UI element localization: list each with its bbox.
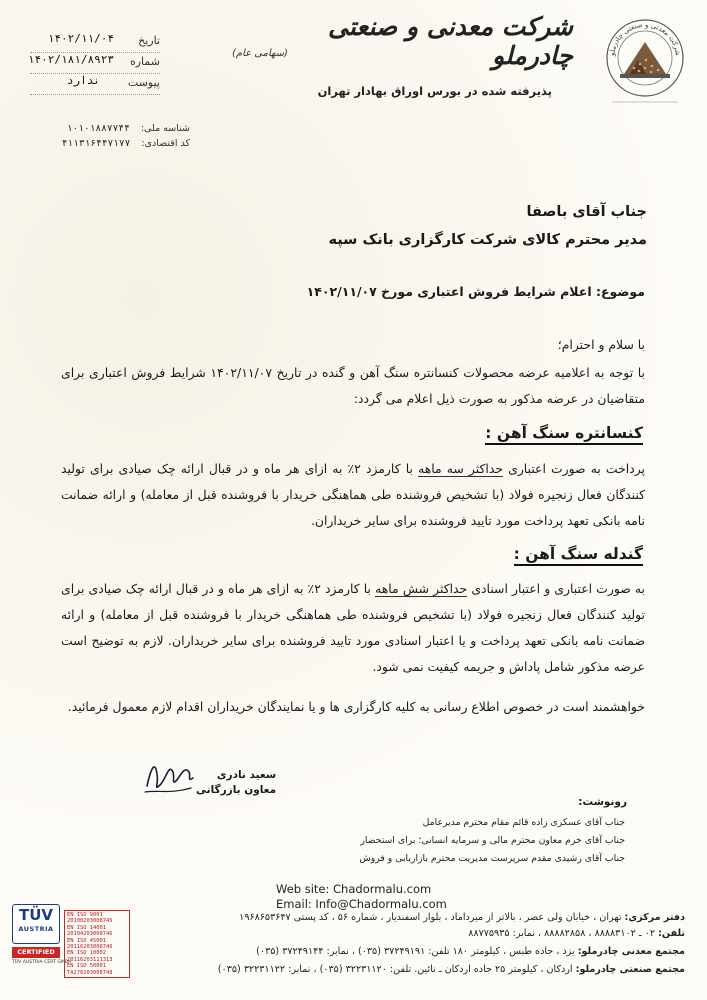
website-link[interactable]: Web site: Chadormalu.com bbox=[276, 882, 432, 896]
cert-item: EN ISO 9001 bbox=[67, 912, 103, 918]
cert-item: TA270203008748 bbox=[67, 969, 113, 976]
footer-phone-label: تلفن: bbox=[658, 928, 685, 939]
footer-head-office-text: تهران ، خیابان ولی عصر ، بالاتر از میرداماد ، بلوار اسفندیار ، شماره ۵۶ ، کد پستی ۱۹۶۸۶۵۳۶۴۷ bbox=[239, 912, 622, 923]
section-concentrate-text-a: پرداخت به صورت اعتباری bbox=[508, 461, 645, 476]
section-pellet-text-a: به صورت اعتباری و اعتبار اسنادی bbox=[471, 581, 645, 596]
cert-item: EN ISO 10002 bbox=[67, 950, 106, 957]
footer-industrial-complex-label: مجتمع صنعتی چادرملو: bbox=[575, 964, 685, 975]
tuv-certification-badge bbox=[12, 904, 72, 984]
footer-industrial-complex-text: اردکان ، کیلومتر ۲۵ جاده اردکان ـ نائین. تلفن: ۳۲۲۳۱۱۲۰ (۰۳۵) ، نمابر: ۳۲۲۳۱۱۲۲ (۰۳۵) bbox=[217, 964, 573, 975]
tuv-issuer: TÜV AUSTRIA CERT GMBH bbox=[12, 960, 72, 965]
closing-paragraph: خواهشمند است در خصوص اطلاع رسانی به کلیه کارگزاری ها و یا نمایندگان خریداران اقدام لازم معمول فرمائید. bbox=[67, 699, 645, 714]
attachment-value: ندارد bbox=[66, 74, 100, 87]
national-id-row bbox=[20, 116, 190, 134]
section-pellet-term: حداکثر شش ماهه bbox=[375, 581, 468, 596]
economic-code-row bbox=[20, 131, 190, 149]
signer-title: معاون بازرگانی bbox=[196, 784, 277, 796]
company-type: (سهامی عام) bbox=[232, 48, 288, 59]
tuv-country: AUSTRIA bbox=[18, 925, 54, 933]
cert-item: 20116203111313 bbox=[67, 956, 113, 963]
footer-head-office-label: دفتر مرکزی: bbox=[624, 912, 685, 923]
economic-code-value: ۴۱۱۳۱۶۴۴۷۱۷۷ bbox=[61, 138, 131, 149]
section-concentrate-text-b: با کارمزد ۲٪ به ازای هر ماه و در قبال ارائه چک صیادی برای تولید کنندگان فعال زنجیره فولاد (با تشخیص فروشنده طی هماهنگی خریدار با فروشنده قبل از معامله) و ارائه ضمانت نامه بانکی تعهد پرداخت مورد تایید فروشنده برای سایر خریداران. bbox=[61, 461, 645, 528]
company-name: شرکت معدنی و صنعتی چادرملو bbox=[328, 12, 573, 70]
letter-subject: موضوع: اعلام شرایط فروش اعتباری مورخ ۱۴۰۲/۱۱/۰۷ bbox=[306, 284, 645, 299]
tuv-logo bbox=[12, 904, 60, 944]
section-pellet-title: گندله سنگ آهن : bbox=[514, 545, 643, 566]
signature-scribble bbox=[141, 750, 197, 798]
listed-note: پذیرفته شده در بورس اوراق بهادار تهران bbox=[317, 84, 552, 98]
date-row bbox=[30, 32, 160, 53]
date-value: ۱۴۰۲/۱۱/۰۴ bbox=[47, 32, 114, 45]
letter-meta bbox=[27, 32, 160, 95]
footer-contacts bbox=[276, 882, 447, 912]
national-id-label: شناسه ملی: bbox=[140, 123, 190, 134]
svg-text:شرکت معدنی و صنعتی چادرملو: شرکت معدنی و صنعتی چادرملو bbox=[608, 20, 682, 57]
cert-item: 20104203008746 bbox=[67, 931, 113, 938]
intro-paragraph: با توجه به اعلامیه عرضه محصولات کنسانتره سنگ آهن و گنده در تاریخ ۱۴۰۲/۱۱/۰۷ شرایط فروش اعتباری برای متقاضیان در عرضه مذکور به صورت ذیل اعلام می گردد: bbox=[61, 365, 645, 406]
attachment-row bbox=[30, 74, 160, 95]
section-concentrate-title: کنسانتره سنگ آهن : bbox=[485, 424, 643, 445]
footer-industrial-complex bbox=[218, 964, 685, 975]
cert-item: EN ISO 14001 bbox=[67, 924, 106, 931]
section-pellet-body bbox=[61, 576, 645, 680]
cc-item: جناب آقای رشیدی مقدم سرپرست مدیریت محترم بازاریابی و فروش bbox=[359, 853, 625, 864]
company-logo bbox=[604, 12, 686, 104]
tuv-certified: CERTIFIED bbox=[12, 947, 60, 958]
greeting: با سلام و احترام؛ bbox=[557, 337, 645, 352]
footer-mine-complex bbox=[256, 946, 685, 957]
footer-mine-complex-text: یزد ، جاده طبس ، کیلومتر ۱۸۰ تلفن: ۳۷۲۴۹۱۹۱ (۰۳۵) ، نمابر: ۳۷۲۴۹۱۴۴ (۰۳۵) bbox=[256, 946, 575, 957]
cc-item: جناب آقای عسکری زاده قائم مقام محترم مدیرعامل bbox=[422, 817, 625, 828]
company-ids bbox=[20, 116, 190, 149]
footer-phone-text: ۰۲ ـ ۸۸۸۸۳۱۰۲ ، ۸۸۸۸۲۸۵۸ ، نمابر: ۸۸۷۷۵۹۳۵ bbox=[468, 928, 656, 939]
cert-item: 20116203008746 bbox=[67, 944, 113, 951]
recipient-name: جناب آقای باصفا bbox=[526, 204, 647, 220]
national-id-value: ۱۰۱۰۱۸۸۷۷۴۴ bbox=[66, 123, 130, 134]
economic-code-label: کد اقتصادی: bbox=[141, 138, 190, 149]
footer-phone bbox=[468, 928, 685, 939]
footer-mine-complex-label: مجتمع معدنی چادرملو: bbox=[577, 946, 685, 957]
number-value: ۱۴۰۲/۱۸۱/۸۹۲۳ bbox=[27, 53, 114, 66]
cc-item: جناب آقای خرم معاون محترم مالی و سرمایه انسانی؛ برای استحضار bbox=[360, 835, 625, 846]
footer-head-office bbox=[239, 912, 685, 923]
cc-heading: رونوشت: bbox=[578, 796, 627, 808]
number-label: شماره bbox=[129, 55, 160, 68]
email-link[interactable]: Email: Info@Chadormalu.com bbox=[276, 897, 447, 911]
attachment-label: پیوست bbox=[127, 76, 160, 89]
iso-certificates bbox=[64, 910, 130, 978]
section-concentrate-term: حداکثر سه ماهه bbox=[418, 461, 503, 476]
tuv-brand: TÜV bbox=[18, 906, 54, 924]
section-concentrate-body bbox=[61, 456, 645, 534]
number-row bbox=[27, 53, 160, 74]
cert-item: EN ISO 50001 bbox=[67, 963, 106, 970]
cert-item: EN ISO 45001 bbox=[67, 937, 106, 944]
signer-name: سعید نادری bbox=[216, 769, 277, 781]
date-label: تاریخ bbox=[138, 34, 160, 47]
recipient-title: مدیر محترم کالای شرکت کارگزاری بانک سپه bbox=[328, 232, 647, 248]
section-pellet-text-b: با کارمزد ۲٪ به ازای هر ماه و در قبال ارائه چک صیادی برای تولید کنندگان فعال زنجیره فولاد (با تشخیص فروشنده طی هماهنگی خریدار با فروشنده قبل از معامله) و ارائه ضمانت نامه بانکی تعهد پرداخت و یا اعتبار اسنادی مورد تایید فروشنده برای سایر خریداران. لازم به توضیح است عرضه مذکور شامل پاداش و جریمه کیفیت نمی شود. bbox=[61, 581, 645, 674]
cert-item: 20100203008745 bbox=[67, 918, 113, 925]
signature-block bbox=[196, 768, 276, 798]
